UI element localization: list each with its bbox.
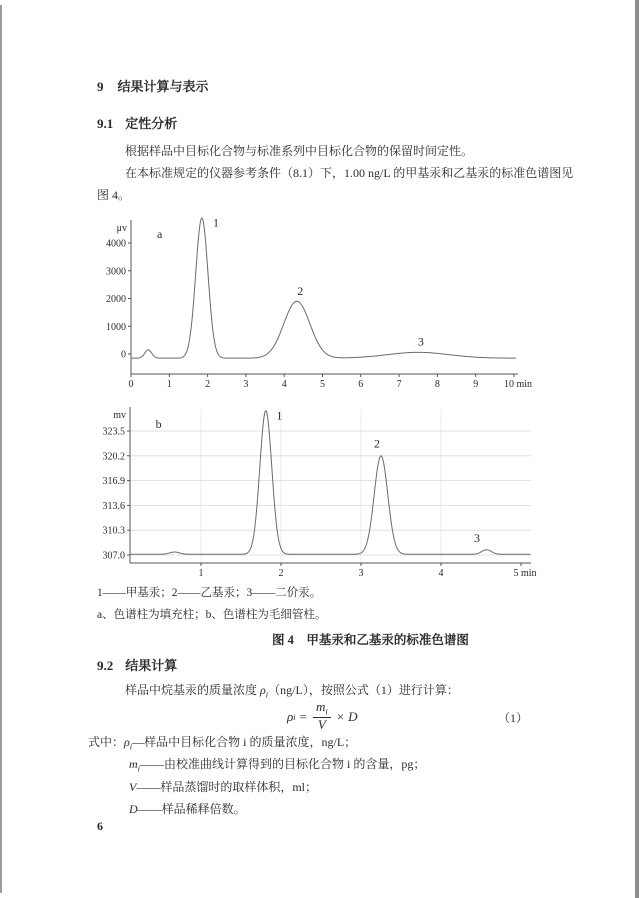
- svg-text:1: 1: [276, 408, 283, 423]
- svg-text:3: 3: [358, 568, 364, 579]
- svg-text:1: 1: [213, 215, 220, 230]
- def-d-desc: 样品稀释倍数。: [161, 802, 246, 816]
- page-number: 6: [97, 819, 103, 833]
- section-9-number: 9: [97, 79, 104, 94]
- svg-text:5 min: 5 min: [513, 568, 537, 579]
- def-rho-desc: 样品中目标化合物 i 的质量浓度，ng/L；: [144, 735, 357, 749]
- svg-text:5: 5: [320, 379, 325, 390]
- page-left-edge: [0, 5, 2, 893]
- section-9-2-heading: [97, 655, 177, 674]
- eq-numerator: [313, 700, 331, 718]
- def-d-var: D: [129, 802, 138, 816]
- calc-var-rho: ρ: [260, 683, 266, 697]
- svg-text:9: 9: [473, 379, 479, 390]
- eq-denominator: [318, 718, 326, 733]
- definition-v: [129, 778, 317, 795]
- svg-text:mv: mv: [113, 410, 126, 421]
- svg-text:320.2: 320.2: [102, 451, 125, 463]
- svg-text:6: 6: [358, 379, 364, 390]
- svg-text:2: 2: [278, 568, 284, 579]
- section-9-2-title: 结果计算: [125, 658, 178, 673]
- def-rho-var: ρ: [124, 735, 130, 749]
- svg-text:3: 3: [417, 334, 424, 349]
- svg-text:8: 8: [434, 379, 440, 390]
- paragraph-calculation: [125, 681, 459, 699]
- def-v-dash: ——: [136, 780, 161, 794]
- eq-equals: =: [299, 708, 307, 724]
- def-v-var: V: [129, 780, 137, 794]
- figure-legend-columns: a、色谱柱为填充柱；b、色谱柱为毛细管柱。: [97, 609, 327, 621]
- section-9-heading: [97, 76, 209, 95]
- definition-d: [129, 800, 246, 817]
- svg-text:1: 1: [166, 379, 172, 390]
- definition-rho: [88, 733, 356, 751]
- svg-text:307.0: 307.0: [102, 550, 125, 562]
- equation-number: （1）: [498, 711, 529, 725]
- svg-text:3000: 3000: [106, 266, 126, 278]
- paragraph-conditions-line2: 图 4。: [97, 188, 131, 202]
- svg-text:310.3: 310.3: [102, 525, 125, 537]
- svg-text:1: 1: [198, 568, 204, 579]
- svg-text:323.5: 323.5: [102, 426, 125, 438]
- equation-1: [287, 700, 357, 733]
- section-9-2-number: 9.2: [97, 658, 114, 673]
- eq-denominator-var: V: [317, 717, 326, 733]
- section-9-1-number: 9.1: [97, 116, 114, 131]
- calc-text-pre: 样品中烷基汞的质量浓度: [125, 683, 261, 697]
- definition-m: [129, 755, 425, 773]
- svg-text:2: 2: [297, 284, 304, 299]
- eq-numerator-sub: i: [325, 706, 328, 717]
- svg-text:1000: 1000: [106, 321, 126, 333]
- svg-text:7: 7: [396, 379, 402, 390]
- svg-text:0: 0: [128, 379, 134, 390]
- svg-text:313.6: 313.6: [102, 500, 125, 512]
- svg-text:4: 4: [281, 379, 287, 390]
- svg-text:4: 4: [438, 568, 444, 579]
- svg-text:2000: 2000: [106, 294, 126, 305]
- chromatogram-panel-a: [98, 212, 550, 394]
- paragraph-qualitative: 根据样品中目标化合物与标准系列中目标化合物的保留时间定性。: [125, 144, 474, 158]
- svg-text:2: 2: [205, 379, 211, 390]
- svg-text:0: 0: [121, 349, 126, 361]
- svg-text:10 min: 10 min: [503, 379, 533, 390]
- figure-caption: 图 4 甲基汞和乙基汞的标准色谱图: [272, 633, 469, 647]
- paragraph-conditions-line1: 在本标准规定的仪器参考条件（8.1）下，1.00 ng/L 的甲基汞和乙基汞的标准色谱图见: [125, 166, 574, 180]
- eq-lhs-sub: i: [293, 711, 296, 722]
- section-9-title: 结果计算与表示: [117, 79, 209, 94]
- eq-numerator-var: m: [315, 699, 326, 714]
- eq-fraction: [313, 700, 331, 733]
- def-m-sub: i: [137, 763, 141, 774]
- page-right-edge: [635, 0, 639, 898]
- where-intro: 式中：: [88, 735, 125, 749]
- def-m-desc: 由校准曲线计算得到的目标化合物 i 的含量，pg；: [164, 757, 426, 771]
- calc-var-rho-sub: i: [265, 689, 269, 700]
- svg-text:a: a: [157, 227, 163, 242]
- def-m-var: m: [129, 757, 138, 771]
- svg-text:4000: 4000: [106, 238, 126, 250]
- section-9-1-title: 定性分析: [125, 116, 178, 131]
- eq-times: ×: [336, 708, 345, 724]
- svg-text:b: b: [155, 416, 162, 431]
- def-d-dash: ——: [137, 802, 162, 816]
- def-rho-dash: —: [132, 735, 145, 749]
- def-m-dash: ——: [140, 757, 165, 771]
- eq-lhs: ρ: [287, 708, 294, 724]
- eq-factor: D: [348, 708, 358, 724]
- svg-text:3: 3: [243, 379, 249, 390]
- section-9-1-heading: [97, 113, 177, 132]
- def-rho-sub: i: [129, 741, 133, 752]
- svg-text:316.9: 316.9: [102, 476, 125, 488]
- svg-text:3: 3: [474, 531, 480, 546]
- svg-text:μv: μv: [116, 223, 127, 234]
- svg-text:2: 2: [374, 436, 380, 451]
- chromatogram-panel-b: [98, 398, 550, 580]
- calc-text-post: （ng/L），按照公式（1）进行计算：: [268, 683, 459, 697]
- figure-legend-peaks: 1——甲基汞；2——乙基汞；3——二价汞。: [97, 587, 322, 599]
- def-v-desc: 样品蒸馏时的取样体积，ml；: [160, 780, 318, 794]
